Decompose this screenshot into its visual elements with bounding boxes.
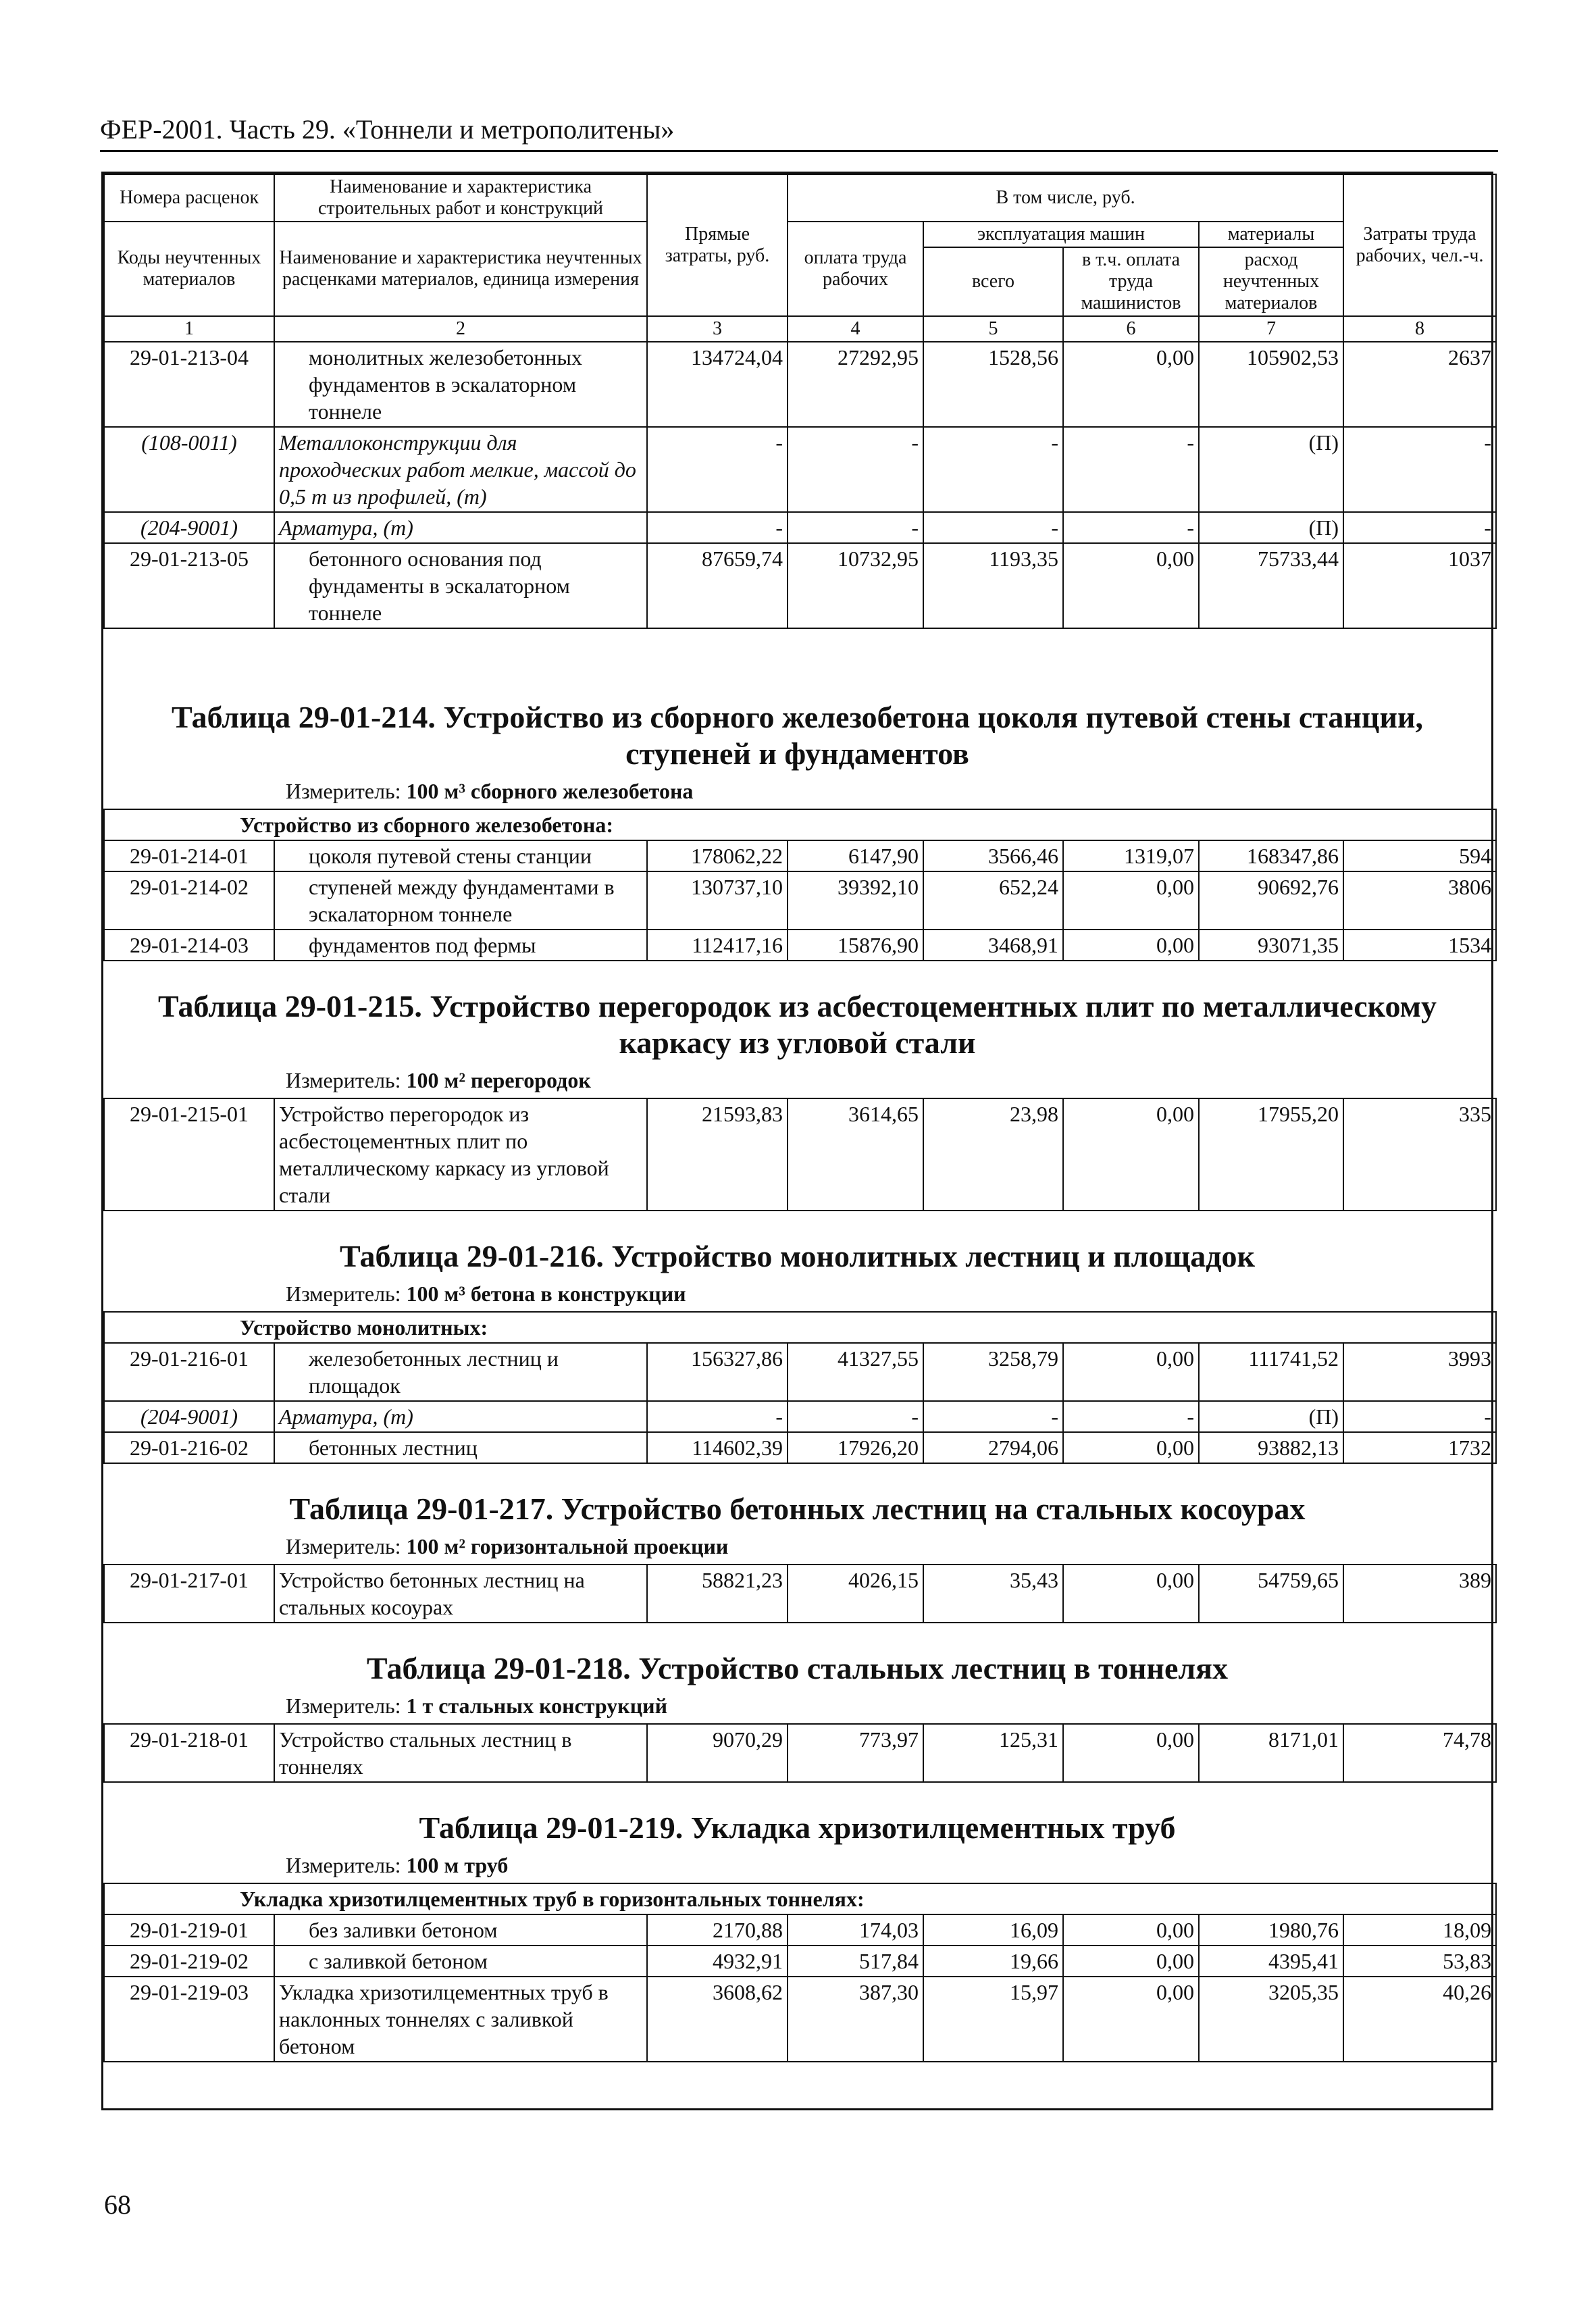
rate-code: (108-0011) — [104, 427, 274, 512]
worker-pay-cell: 174,03 — [788, 1914, 923, 1946]
table-section — [103, 1491, 1491, 1623]
column-number: 2 — [274, 316, 647, 342]
table-row — [104, 840, 1496, 871]
worker-pay-cell: 17926,20 — [788, 1432, 923, 1463]
column-number: 1 — [104, 316, 274, 342]
column-number: 3 — [647, 316, 788, 342]
rate-code: 29-01-213-05 — [104, 543, 274, 628]
machinists-pay-cell: 0,00 — [1063, 543, 1199, 628]
table-row — [104, 1098, 1496, 1211]
worker-pay-cell: 387,30 — [788, 1977, 923, 2062]
rate-code: 29-01-216-01 — [104, 1343, 274, 1401]
direct-costs-cell: - — [647, 512, 788, 543]
materials-cell: (П) — [1199, 1401, 1343, 1432]
labor-hours-cell: - — [1343, 512, 1496, 543]
measurement-unit — [103, 1533, 1491, 1560]
work-name: Металлоконструкции для проходческих работ мелкие, массой до 0,5 т из профилей, (т) — [274, 427, 647, 512]
rate-code: 29-01-215-01 — [104, 1098, 274, 1211]
materials-cell: (П) — [1199, 427, 1343, 512]
worker-pay-cell: 15876,90 — [788, 930, 923, 961]
column-number: 6 — [1063, 316, 1199, 342]
work-name: без заливки бетоном — [274, 1914, 647, 1946]
direct-costs-cell: 130737,10 — [647, 871, 788, 930]
work-name: с заливкой бетоном — [274, 1946, 647, 1977]
labor-hours-cell: 1037 — [1343, 543, 1496, 628]
sections-container — [103, 699, 1491, 2062]
section-table — [103, 809, 1497, 961]
unit-label: Измеритель: — [286, 1281, 401, 1306]
machinists-pay-cell: 0,00 — [1063, 1098, 1199, 1211]
materials-cell: 75733,44 — [1199, 543, 1343, 628]
measurement-unit — [103, 778, 1491, 805]
document-body — [101, 172, 1493, 2110]
work-name: ступеней между фундаментами в эскалаторном тоннеле — [274, 871, 647, 930]
machinists-pay-cell: - — [1063, 512, 1199, 543]
machines-total-cell: 16,09 — [923, 1914, 1063, 1946]
machinists-pay-cell: 0,00 — [1063, 1946, 1199, 1977]
machinists-pay-cell: 0,00 — [1063, 1977, 1199, 2062]
work-name: цоколя путевой стены станции — [274, 840, 647, 871]
table-row — [104, 1724, 1496, 1782]
machines-total-cell: 2794,06 — [923, 1432, 1063, 1463]
unit-label: Измеритель: — [286, 1853, 401, 1877]
table-row — [104, 1401, 1496, 1432]
materials-cell: 90692,76 — [1199, 871, 1343, 930]
col-labor-hours: Затраты труда рабочих, чел.-ч. — [1343, 174, 1496, 316]
direct-costs-cell: 3608,62 — [647, 1977, 788, 2062]
direct-costs-cell: 58821,23 — [647, 1565, 788, 1623]
materials-cell: (П) — [1199, 512, 1343, 543]
machines-total-cell: 3468,91 — [923, 930, 1063, 961]
table-section — [103, 988, 1491, 1211]
direct-costs-cell: - — [647, 427, 788, 512]
labor-hours-cell: 53,83 — [1343, 1946, 1496, 1977]
worker-pay-cell: 4026,15 — [788, 1565, 923, 1623]
direct-costs-cell: 134724,04 — [647, 342, 788, 427]
unit-value: 100 м труб — [406, 1853, 509, 1877]
work-name: Устройство стальных лестниц в тоннелях — [274, 1724, 647, 1782]
section-title: Таблица 29-01-219. Укладка хризотилцементных труб — [419, 1810, 1176, 1845]
worker-pay-cell: 41327,55 — [788, 1343, 923, 1401]
rate-code: 29-01-219-02 — [104, 1946, 274, 1977]
labor-hours-cell: 74,78 — [1343, 1724, 1496, 1782]
table-section — [103, 699, 1491, 961]
measurement-unit — [103, 1852, 1491, 1879]
labor-hours-cell: 335 — [1343, 1098, 1496, 1211]
section-table — [103, 1311, 1497, 1464]
col-machines: эксплуатация машин — [923, 222, 1199, 247]
table-section — [103, 1810, 1491, 2062]
unit-value: 100 м³ бетона в конструкции — [406, 1281, 686, 1306]
work-name: Арматура, (т) — [274, 1401, 647, 1432]
section-table — [103, 1564, 1497, 1623]
labor-hours-cell: - — [1343, 427, 1496, 512]
labor-hours-cell: 40,26 — [1343, 1977, 1496, 2062]
labor-hours-cell: 389 — [1343, 1565, 1496, 1623]
group-row — [104, 1883, 1496, 1914]
materials-cell: 8171,01 — [1199, 1724, 1343, 1782]
table-row — [104, 930, 1496, 961]
section-title: Таблица 29-01-216. Устройство монолитных лестниц и площадок — [339, 1239, 1256, 1273]
table-row — [104, 1565, 1496, 1623]
section-title: Таблица 29-01-217. Устройство бетонных лестниц на стальных косоурах — [289, 1492, 1306, 1526]
worker-pay-cell: - — [788, 1401, 923, 1432]
section-title: Таблица 29-01-215. Устройство перегородок из асбестоцементных плит по металлическому каркасу из угловой стали — [157, 989, 1437, 1060]
col-unaccounted-materials: расход неучтенных материалов — [1199, 247, 1343, 316]
machinists-pay-cell: 0,00 — [1063, 1432, 1199, 1463]
direct-costs-cell: 9070,29 — [647, 1724, 788, 1782]
table-section — [103, 1238, 1491, 1464]
rate-code: (204-9001) — [104, 1401, 274, 1432]
work-name: Укладка хризотилцементных труб в наклонных тоннелях с заливкой бетоном — [274, 1977, 647, 2062]
unit-label: Измеритель: — [286, 1068, 401, 1092]
table-row — [104, 1977, 1496, 2062]
table-row — [104, 543, 1496, 628]
rate-code: 29-01-217-01 — [104, 1565, 274, 1623]
machines-total-cell: 1193,35 — [923, 543, 1063, 628]
col-codes-bottom: Коды неучтенных материалов — [104, 222, 274, 316]
machinists-pay-cell: 0,00 — [1063, 930, 1199, 961]
labor-hours-cell: 1534 — [1343, 930, 1496, 961]
direct-costs-cell: 114602,39 — [647, 1432, 788, 1463]
rate-code: 29-01-218-01 — [104, 1724, 274, 1782]
table-row — [104, 427, 1496, 512]
materials-cell: 17955,20 — [1199, 1098, 1343, 1211]
col-worker-pay: оплата труда рабочих — [788, 222, 923, 316]
section-table — [103, 1098, 1497, 1211]
machines-total-cell: 35,43 — [923, 1565, 1063, 1623]
machinists-pay-cell: 0,00 — [1063, 1565, 1199, 1623]
column-number-row — [104, 316, 1496, 342]
labor-hours-cell: - — [1343, 1401, 1496, 1432]
page-number: 68 — [104, 2189, 131, 2220]
materials-cell: 4395,41 — [1199, 1946, 1343, 1977]
measurement-unit — [103, 1067, 1491, 1094]
worker-pay-cell: - — [788, 427, 923, 512]
table-29-01-213-rows — [104, 342, 1496, 628]
materials-cell: 93071,35 — [1199, 930, 1343, 961]
worker-pay-cell: 39392,10 — [788, 871, 923, 930]
machines-total-cell: 652,24 — [923, 871, 1063, 930]
unit-label: Измеритель: — [286, 1694, 401, 1718]
worker-pay-cell: 517,84 — [788, 1946, 923, 1977]
col-group-incl: В том числе, руб. — [788, 174, 1343, 222]
work-name: бетонных лестниц — [274, 1432, 647, 1463]
column-number: 5 — [923, 316, 1063, 342]
machinists-pay-cell: 0,00 — [1063, 1343, 1199, 1401]
machines-total-cell: 3566,46 — [923, 840, 1063, 871]
group-row — [104, 1312, 1496, 1343]
rate-code: 29-01-213-04 — [104, 342, 274, 427]
column-number: 4 — [788, 316, 923, 342]
machines-total-cell: 15,97 — [923, 1977, 1063, 2062]
section-table — [103, 1883, 1497, 2062]
machines-total-cell: 3258,79 — [923, 1343, 1063, 1401]
direct-costs-cell: 112417,16 — [647, 930, 788, 961]
col-materials: материалы — [1199, 222, 1343, 247]
materials-cell: 168347,86 — [1199, 840, 1343, 871]
materials-cell: 54759,65 — [1199, 1565, 1343, 1623]
col-machinists-pay: в т.ч. оплата труда машинистов — [1063, 247, 1199, 316]
rate-code: 29-01-214-01 — [104, 840, 274, 871]
machines-total-cell: 19,66 — [923, 1946, 1063, 1977]
table-row — [104, 871, 1496, 930]
worker-pay-cell: 10732,95 — [788, 543, 923, 628]
worker-pay-cell: 3614,65 — [788, 1098, 923, 1211]
machines-total-cell: - — [923, 427, 1063, 512]
measurement-unit — [103, 1280, 1491, 1307]
work-name: бетонного основания под фундаменты в эскалаторном тоннеле — [274, 543, 647, 628]
worker-pay-cell: - — [788, 512, 923, 543]
rate-code: 29-01-216-02 — [104, 1432, 274, 1463]
work-name: фундаментов под фермы — [274, 930, 647, 961]
rate-code: 29-01-214-03 — [104, 930, 274, 961]
table-row — [104, 1432, 1496, 1463]
work-name: Арматура, (т) — [274, 512, 647, 543]
labor-hours-cell: 18,09 — [1343, 1914, 1496, 1946]
table-row — [104, 1946, 1496, 1977]
col-machines-total: всего — [923, 247, 1063, 316]
work-name: железобетонных лестниц и площадок — [274, 1343, 647, 1401]
table-row — [104, 342, 1496, 427]
machinists-pay-cell: 0,00 — [1063, 1914, 1199, 1946]
materials-cell: 1980,76 — [1199, 1914, 1343, 1946]
labor-hours-cell: 3806 — [1343, 871, 1496, 930]
direct-costs-cell: 21593,83 — [647, 1098, 788, 1211]
work-name: монолитных железобетонных фундаментов в эскалаторном тоннеле — [274, 342, 647, 427]
machinists-pay-cell: - — [1063, 1401, 1199, 1432]
direct-costs-cell: 178062,22 — [647, 840, 788, 871]
section-title: Таблица 29-01-214. Устройство из сборного железобетона цоколя путевой стены станции, ступеней и фундаментов — [172, 700, 1423, 771]
rate-code: 29-01-219-03 — [104, 1977, 274, 2062]
worker-pay-cell: 27292,95 — [788, 342, 923, 427]
direct-costs-cell: 4932,91 — [647, 1946, 788, 1977]
machines-total-cell: - — [923, 512, 1063, 543]
work-name: Устройство перегородок из асбестоцементных плит по металлическому каркасу из угловой стали — [274, 1098, 647, 1211]
unit-value: 1 т стальных конструкций — [406, 1694, 668, 1718]
rate-code: 29-01-214-02 — [104, 871, 274, 930]
column-number: 7 — [1199, 316, 1343, 342]
labor-hours-cell: 3993 — [1343, 1343, 1496, 1401]
direct-costs-cell: 87659,74 — [647, 543, 788, 628]
unit-value: 100 м³ сборного железобетона — [406, 779, 694, 803]
machines-total-cell: 1528,56 — [923, 342, 1063, 427]
machines-total-cell: 23,98 — [923, 1098, 1063, 1211]
unit-value: 100 м² горизонтальной проекции — [406, 1534, 729, 1558]
rate-code: (204-9001) — [104, 512, 274, 543]
labor-hours-cell: 594 — [1343, 840, 1496, 871]
materials-cell: 3205,35 — [1199, 1977, 1343, 2062]
unit-label: Измеритель: — [286, 1534, 401, 1558]
group-heading: Устройство монолитных: — [104, 1312, 1496, 1343]
col-name-bottom: Наименование и характеристика неучтенных расценками материалов, единица измерения — [274, 222, 647, 316]
machinists-pay-cell: - — [1063, 427, 1199, 512]
direct-costs-cell: 156327,86 — [647, 1343, 788, 1401]
table-section — [103, 1650, 1491, 1783]
direct-costs-cell: - — [647, 1401, 788, 1432]
unit-label: Измеритель: — [286, 779, 401, 803]
table-row — [104, 1343, 1496, 1401]
unit-value: 100 м² перегородок — [406, 1068, 591, 1092]
materials-cell: 105902,53 — [1199, 342, 1343, 427]
materials-cell: 111741,52 — [1199, 1343, 1343, 1401]
machinists-pay-cell: 0,00 — [1063, 342, 1199, 427]
col-codes-top: Номера расценок — [104, 174, 274, 222]
labor-hours-cell: 1732 — [1343, 1432, 1496, 1463]
direct-costs-cell: 2170,88 — [647, 1914, 788, 1946]
column-number: 8 — [1343, 316, 1496, 342]
group-heading: Устройство из сборного железобетона: — [104, 809, 1496, 840]
machinists-pay-cell: 0,00 — [1063, 1724, 1199, 1782]
table-row — [104, 512, 1496, 543]
page-header: ФЕР-2001. Часть 29. «Тоннели и метрополитены» — [100, 115, 1498, 152]
machinists-pay-cell: 1319,07 — [1063, 840, 1199, 871]
col-direct-costs: Прямые затраты, руб. — [647, 174, 788, 316]
section-table — [103, 1723, 1497, 1783]
table-row — [104, 1914, 1496, 1946]
column-header-table — [103, 174, 1497, 672]
measurement-unit — [103, 1692, 1491, 1719]
materials-cell: 93882,13 — [1199, 1432, 1343, 1463]
section-title: Таблица 29-01-218. Устройство стальных лестниц в тоннелях — [366, 1651, 1229, 1685]
worker-pay-cell: 773,97 — [788, 1724, 923, 1782]
machines-total-cell: 125,31 — [923, 1724, 1063, 1782]
col-name-top: Наименование и характеристика строительных работ и конструкций — [274, 174, 647, 222]
labor-hours-cell: 2637 — [1343, 342, 1496, 427]
worker-pay-cell: 6147,90 — [788, 840, 923, 871]
work-name: Устройство бетонных лестниц на стальных косоурах — [274, 1565, 647, 1623]
group-heading: Укладка хризотилцементных труб в горизонтальных тоннелях: — [104, 1883, 1496, 1914]
rate-code: 29-01-219-01 — [104, 1914, 274, 1946]
machines-total-cell: - — [923, 1401, 1063, 1432]
machinists-pay-cell: 0,00 — [1063, 871, 1199, 930]
group-row — [104, 809, 1496, 840]
